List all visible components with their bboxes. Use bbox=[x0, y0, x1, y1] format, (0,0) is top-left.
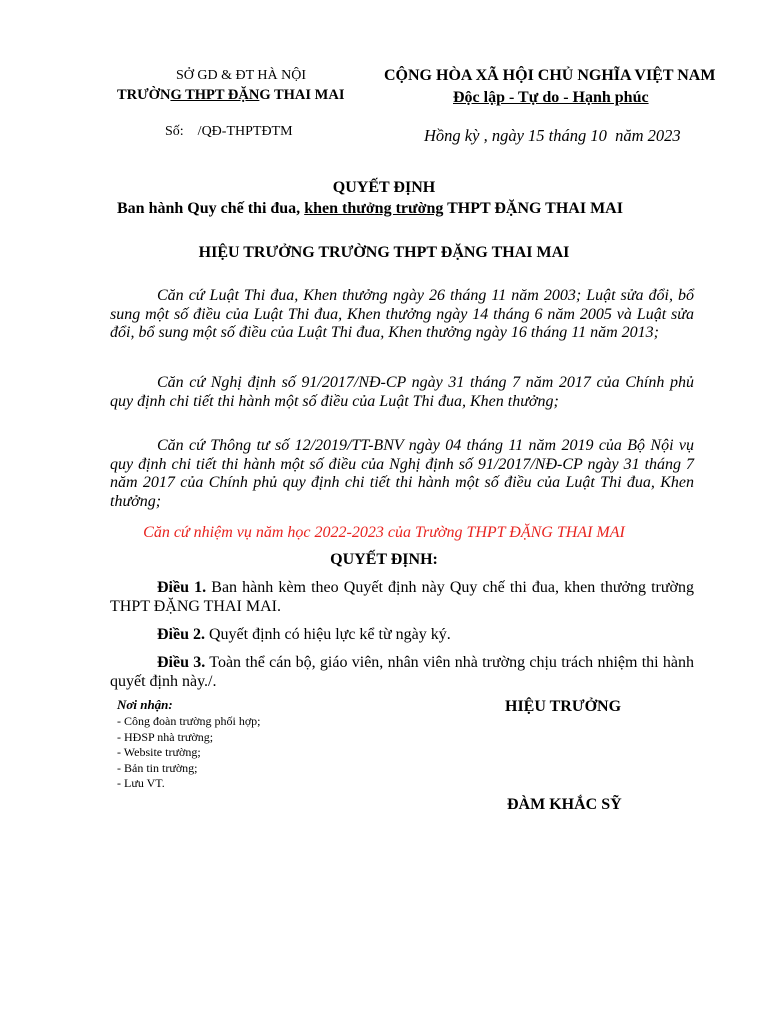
recipient-item: - Công đoàn trường phối hợp; bbox=[117, 714, 261, 728]
school-name-part: TRƯỜN bbox=[117, 87, 171, 103]
article-text: Quyết định có hiệu lực kể từ ngày ký. bbox=[205, 626, 451, 643]
place-and-date: Hồng kỳ , ngày 15 tháng 10 năm 2023 bbox=[424, 126, 681, 145]
article-text: Ban hành kèm theo Quyết định này Quy chế thi đua, khen thưởng trường THPT ĐẶNG THAI MAI. bbox=[110, 579, 695, 615]
legal-basis-paragraph: Căn cứ Thông tư số 12/2019/TT-BNV ngày 04 tháng 11 năm 2019 của Bộ Nội vụ quy định chi tiết thi hành một số điều của Nghị định số 91/2017/NĐ-CP ngày 31 tháng 7 năm 2017 của Chính phủ quy định chi tiết thi hành một số điều của Luật Thi đua, Khen thưởng; bbox=[110, 437, 694, 510]
article-label: Điều 1. bbox=[157, 579, 207, 596]
recipient-item: - Website trường; bbox=[117, 745, 201, 759]
decision-subject-part: THPT ĐẶNG THAI MAI bbox=[443, 200, 623, 217]
recipient-item: - HĐSP nhà trường; bbox=[117, 729, 214, 744]
recipients-title: Nơi nhận: bbox=[117, 697, 173, 712]
school-name-underlined: G THPT ĐẶN bbox=[170, 87, 260, 103]
article-text: Toàn thể cán bộ, giáo viên, nhân viên nhà trường chịu trách nhiệm thi hành quyết định này./. bbox=[110, 654, 695, 690]
article-1 bbox=[110, 578, 694, 616]
decides-heading: QUYẾT ĐỊNH: bbox=[330, 551, 438, 568]
legal-basis-paragraph: Căn cứ Luật Thi đua, Khen thưởng ngày 26 tháng 11 năm 2003; Luật sửa đổi, bổ sung một số điều của Luật Thi đua, Khen thưởng ngày 14 tháng 6 năm 2005 và Luật sửa đổi, bổ sung một số điều của Luật Thi đua, Khen thưởng ngày 16 tháng 11 năm 2013; bbox=[110, 287, 694, 341]
document-number: Số: /QĐ-THPTĐTM bbox=[165, 124, 293, 139]
decision-subject bbox=[117, 200, 623, 218]
decision-subject-underlined: khen thưởng trường bbox=[304, 200, 444, 217]
legal-basis-paragraph: Căn cứ Nghị định số 91/2017/NĐ-CP ngày 31 tháng 7 năm 2017 của Chính phủ quy định chi tiết thi hành một số điều của Luật Thi đua, Khen thưởng; bbox=[110, 374, 694, 410]
article-2 bbox=[110, 625, 694, 644]
decision-subject-part: Ban hành Quy chế thi đua, bbox=[117, 200, 305, 217]
article-3 bbox=[110, 653, 694, 691]
recipient-item: - Bản tin trường; bbox=[117, 760, 198, 775]
article-label: Điều 2. bbox=[157, 626, 205, 643]
decision-title: QUYẾT ĐỊNH bbox=[332, 179, 436, 196]
signer-name: ĐÀM KHẮC SỸ bbox=[507, 796, 622, 813]
national-title: CỘNG HÒA XÃ HỘI CHỦ NGHĨA VIỆT NAM bbox=[384, 67, 716, 84]
signer-title: HIỆU TRƯỞNG bbox=[505, 698, 622, 715]
recipient-item: - Lưu VT. bbox=[117, 776, 165, 790]
school-year-basis: Căn cứ nhiệm vụ năm học 2022-2023 của Trường THPT ĐẶNG THAI MAI bbox=[143, 524, 625, 541]
school-name bbox=[117, 87, 344, 104]
recipients-list bbox=[117, 714, 261, 792]
article-label: Điều 3. bbox=[157, 654, 206, 671]
national-motto: Độc lập - Tự do - Hạnh phúc bbox=[453, 89, 649, 106]
department-name: SỞ GD & ĐT HÀ NỘI bbox=[176, 68, 307, 83]
issuing-authority: HIỆU TRƯỞNG TRƯỜNG THPT ĐẶNG THAI MAI bbox=[198, 244, 570, 261]
school-name-part: G THAI MAI bbox=[259, 87, 345, 103]
